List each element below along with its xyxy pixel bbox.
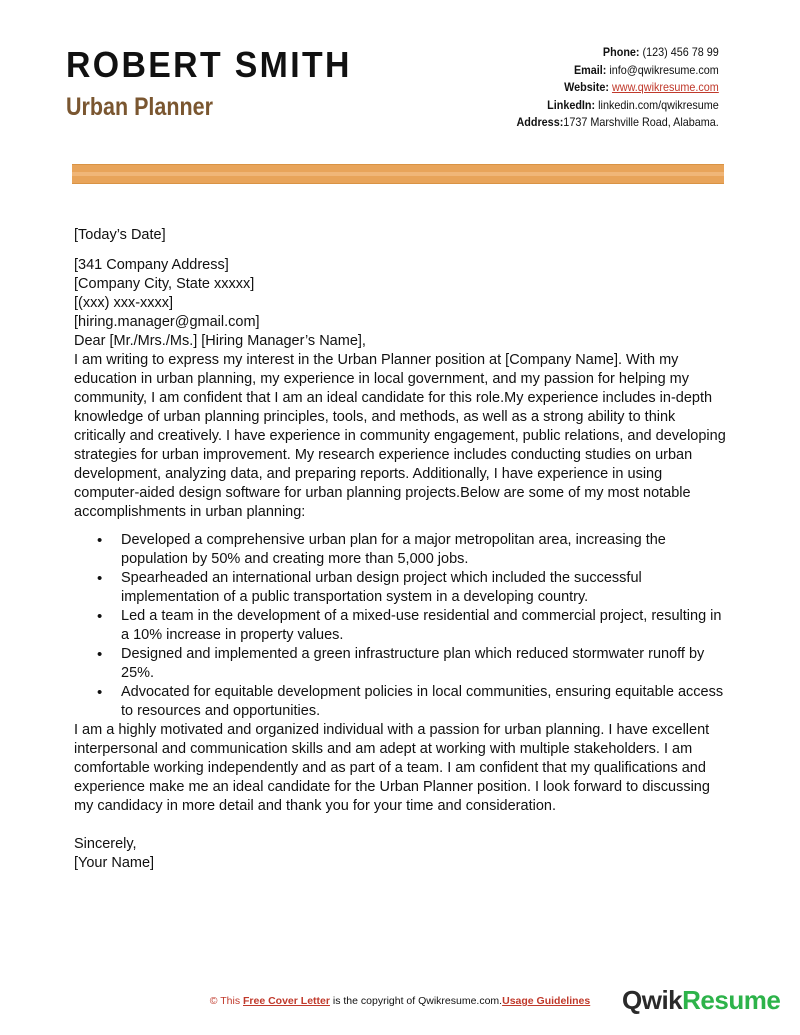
copyright-text: © This (209, 995, 241, 1007)
email-value[interactable]: info@qwikresume.com (609, 62, 719, 77)
contact-website: Website: www.qwikresume.com (564, 80, 719, 94)
letter-date: [Today’s Date] (74, 227, 166, 243)
website-link[interactable]: www.qwikresume.com (612, 80, 719, 94)
email-label: Email (574, 62, 603, 77)
job-title: Urban Planner (66, 93, 213, 121)
accent-divider (72, 164, 724, 184)
closing-paragraph: I am a highly motivated and organized individual with a passion for urban planning. I have excellent interpersonal and communication skills and am adept at working with multiple stakeholders. I am comfortable working independently and as part of a team. I am confident that my qualifications and experience make me an ideal candidate for the Urban Planner position. I look forward to discussing my candidacy in more detail and thank you for your time and consideration. (74, 722, 710, 814)
salutation: Dear [Mr./Mrs./Ms.] [Hiring Manager’s Name], (74, 333, 366, 349)
company-city: [Company City, State xxxxx] (74, 276, 255, 292)
signature-block (74, 835, 728, 873)
contact-email: Email: info@qwikresume.com (574, 62, 719, 77)
signature-name: [Your Name] (74, 855, 155, 871)
copyright-middle: is the copyright of Qwikresume.com. (332, 995, 503, 1007)
recipient-block (74, 256, 728, 332)
phone-value: (123) 456 78 99 (642, 45, 719, 59)
address-label: Address (516, 115, 560, 129)
list-item: • Designed and implemented a green infrastructure plan which reduced stormwater runoff by 25%. (74, 645, 728, 683)
linkedin-value[interactable]: linkedin.com/qwikresume (598, 97, 719, 112)
list-item: • Spearheaded an international urban design project which included the successful implementation of a public transportation system in a developing country. (74, 569, 728, 607)
company-phone: [(xxx) xxx-xxxx] (74, 295, 174, 311)
company-email: [hiring.manager@gmail.com] (74, 314, 260, 330)
contact-phone: Phone: (123) 456 78 99 (603, 45, 719, 59)
logo-text-resume: Resume (682, 985, 781, 1015)
logo-text-qwik: Qwik (622, 985, 683, 1015)
usage-guidelines-link[interactable]: Usage Guidelines (502, 995, 591, 1007)
signoff: Sincerely, (74, 836, 137, 852)
phone-label: Phone (603, 45, 637, 59)
linkedin-label: LinkedIn (547, 97, 592, 112)
contact-address: Address:1737 Marshville Road, Alabama. (516, 115, 719, 129)
contact-block (517, 44, 719, 132)
list-item: • Advocated for equitable development policies in local communities, ensuring equitable access to resources and opportunities. (74, 683, 728, 721)
candidate-name: ROBERT SMITH (66, 44, 352, 85)
address-value: 1737 Marshville Road, Alabama. (563, 115, 719, 129)
company-address: [341 Company Address] (74, 257, 229, 273)
list-item: • Led a team in the development of a mixed-use residential and commercial project, resulting in a 10% increase in property values. (74, 607, 728, 645)
intro-paragraph: I am writing to express my interest in the Urban Planner position at [Company Name]. With my education in urban planning, my experience in local government, and my passion for helping my community, I am confident that I am an ideal candidate for this role.My experience includes in-depth knowledge of urban planning principles, tools, and methods, as well as a strong ability to think critically and creatively. I have experience in community engagement, public relations, and developing strategies for urban improvement. My research experience includes conducting studies on urban development, analyzing data, and preparing reports. Additionally, I have experience in using computer-aided design software for urban planning projects.Below are some of my most notable accomplishments in urban planning: (74, 352, 726, 520)
free-cover-letter-link[interactable]: Free Cover Letter (243, 995, 330, 1007)
qwikresume-logo (622, 985, 780, 1016)
list-item: • Developed a comprehensive urban plan for a major metropolitan area, increasing the population by 50% and creating more than 5,000 jobs. (74, 531, 728, 569)
website-label: Website (564, 80, 606, 94)
accomplishments-list (74, 531, 728, 721)
contact-linkedin: LinkedIn: linkedin.com/qwikresume (547, 97, 719, 112)
letter-body (74, 226, 728, 873)
